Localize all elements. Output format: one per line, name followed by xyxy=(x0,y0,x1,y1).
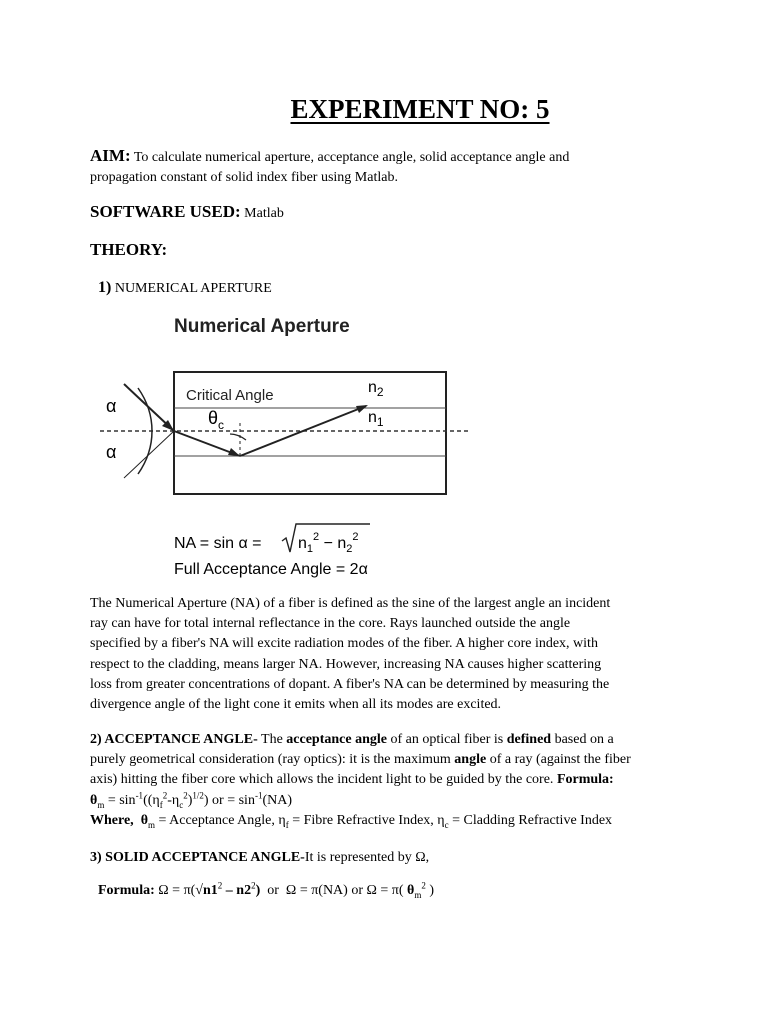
na-paragraph-line: specified by a fiber's NA will excite radiation modes of the fiber. A higher core index, with xyxy=(90,636,598,652)
refracted-arrow-icon xyxy=(228,448,240,456)
alpha-label-bottom: α xyxy=(106,442,117,462)
s2-t1: The xyxy=(257,732,287,747)
na-paragraph xyxy=(90,594,682,715)
where-label: Where, xyxy=(90,812,134,828)
acceptance-cone-bottom xyxy=(124,431,174,478)
n2-label xyxy=(368,379,384,399)
n1-symbol: n xyxy=(368,409,377,426)
n1-label xyxy=(368,409,384,429)
theta-symbol: θ xyxy=(208,408,219,428)
na-radicand: $n_1^2 - n_2^2$ xyxy=(298,531,359,555)
where-text: = Acceptance Angle, η xyxy=(158,812,286,828)
solid-angle-formula: Formula: $\Omega = \pi(√n1^2 - n2^2)$ or Ω = π(NA) or Ω = π( $\theta_m^2$ ) xyxy=(98,880,435,900)
aim-text-line1: To calculate numerical aperture, acceptance angle, solid acceptance angle and xyxy=(133,150,570,165)
na-paragraph-line: The Numerical Aperture (NA) of a fiber is defined as the sine of the largest angle an incident xyxy=(90,596,611,611)
na-paragraph-line: divergence angle of the light cone it emits when all its modes are excited. xyxy=(90,697,502,713)
software-paragraph xyxy=(90,202,682,224)
acceptance-where: Where, $\theta_m$ = Acceptance Angle, $\eta_f$ = Fibre Refractive Index, $\eta_c$ = Cladding Refractive Index xyxy=(90,812,613,830)
section1-title: NUMERICAL APERTURE xyxy=(114,281,272,296)
alpha-label-top: α xyxy=(106,396,117,416)
section2-heading: 2) ACCEPTANCE ANGLE- xyxy=(90,732,258,747)
section1-heading xyxy=(98,279,272,297)
s2-l3a: axis) hitting the fiber core which allows the incident light to be guided by the core. xyxy=(90,772,557,788)
acceptance-line3 xyxy=(90,770,682,790)
section3-formula-label: Formula: xyxy=(98,883,155,898)
theta-c-label xyxy=(208,408,224,432)
na-paragraph-line: respect to the cladding, means larger NA. However, increasing NA causes higher scattering xyxy=(90,656,602,672)
na-paragraph-line: loss from greater concentrations of dopant. A fiber's NA can be determined by measuring the xyxy=(90,676,610,692)
figure-title: Numerical Aperture xyxy=(174,316,350,337)
n2-subscript: 2 xyxy=(376,385,384,399)
s2-t3: based on a xyxy=(551,732,614,747)
software-value: Matlab xyxy=(244,206,284,221)
acceptance-angle-section xyxy=(90,730,682,831)
section1-number: 1) xyxy=(98,279,112,296)
numerical-aperture-figure xyxy=(100,308,480,588)
solid-angle-section xyxy=(90,848,682,868)
na-paragraph-line: ray can have for total internal reflectance in the core. Rays launched outside the angle xyxy=(90,616,571,632)
acceptance-formula: $\theta_m = \sin^{-1}((\eta_f^2-\eta_c^2)^{1/2})$ or = $\sin^{-1}(NA)$ xyxy=(90,789,292,810)
s2-l2a: purely geometrical consideration (ray optics): it is the maximum xyxy=(90,752,455,768)
n1-subscript: 1 xyxy=(376,415,384,429)
aim-paragraph xyxy=(90,146,682,188)
reflected-arrow-icon xyxy=(356,405,368,413)
acceptance-line2 xyxy=(90,750,682,770)
section3-text: It is represented by Ω, xyxy=(304,850,430,865)
alpha-arc-bottom xyxy=(138,431,152,474)
section3-heading: 3) SOLID ACCEPTANCE ANGLE- xyxy=(90,850,305,865)
n2-symbol: n xyxy=(368,379,377,396)
full-acceptance-angle: Full Acceptance Angle = 2α xyxy=(174,561,368,578)
critical-angle-label: Critical Angle xyxy=(186,387,274,404)
page-title: EXPERIMENT NO: 5 xyxy=(290,94,550,124)
s2-l2b: angle xyxy=(454,752,487,768)
theta-subscript: c xyxy=(218,418,225,432)
na-equation: NA = sin α = xyxy=(174,535,262,552)
aim-text-line2: propagation constant of solid index fiber using Matlab. xyxy=(90,170,398,186)
s2-t2: of an optical fiber is xyxy=(386,732,507,747)
s2-b1: acceptance angle xyxy=(286,732,387,747)
software-label: SOFTWARE USED: xyxy=(90,202,241,221)
s2-b2: defined xyxy=(506,732,552,747)
theory-heading: THEORY: xyxy=(90,240,168,259)
where-text3: = Cladding Refractive Index xyxy=(448,812,613,828)
where-text2: = Fibre Refractive Index, η xyxy=(288,812,445,828)
acceptance-line1 xyxy=(90,730,682,750)
s2-l2c: of a ray (against the fiber xyxy=(486,752,631,768)
s2-formula-label: Formula: xyxy=(556,772,614,788)
aim-label: AIM: xyxy=(90,146,131,165)
theta-arc xyxy=(230,434,246,440)
